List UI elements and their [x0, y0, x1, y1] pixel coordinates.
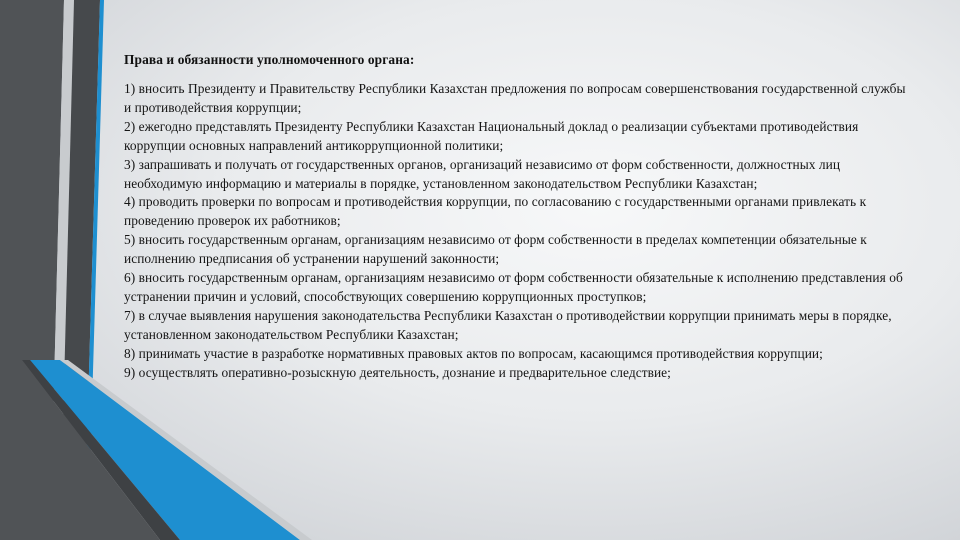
list-item: 9) осуществлять оперативно-розыскную деятельность, дознание и предварительное следствие;	[124, 364, 671, 380]
list-item: 7) в случае выявления нарушения законодательства Республики Казахстан о противодействии коррупции принимать меры в порядке, установленном законодательством Республики Казахстан;	[124, 307, 892, 342]
list-item: 6) вносить государственным органам, организациям независимо от форм собственности обязательные к исполнению представления об устранении причин и условий, способствующих совершению коррупционных проступков;	[124, 270, 903, 304]
list-item: 2) ежегодно представлять Президенту Республики Казахстан Национальный доклад о реализации субъектами противодействия коррупции основных направлений антикоррупционной политики;	[124, 118, 859, 153]
list-item: 3) запрашивать и получать от государственных органов, организаций независимо от форм собственности, должностных лиц необходимую информацию и материалы в порядке, установленном законодательством Республики Казахстан;	[124, 156, 841, 191]
list-item: 4) проводить проверки по вопросам и противодействия коррупции, по согласованию с государственными органами привлекать к проведению проверок их работников;	[124, 194, 867, 229]
list-item: 5) вносить государственным органам, организациям независимо от форм собственности в пределах компетенции обязательные к исполнению предписания об устранении нарушений законности;	[124, 232, 867, 267]
slide-title: Права и обязанности уполномоченного органа:	[124, 52, 415, 67]
list-item: 8) принимать участие в разработке нормативных правовых актов по вопросам, касающимся противодействия коррупции;	[124, 345, 823, 361]
list-item: 1) вносить Президенту и Правительству Республики Казахстан предложения по вопросам совершенствования государственной службы и противодействия коррупции;	[124, 81, 906, 115]
slide-content	[124, 52, 914, 512]
